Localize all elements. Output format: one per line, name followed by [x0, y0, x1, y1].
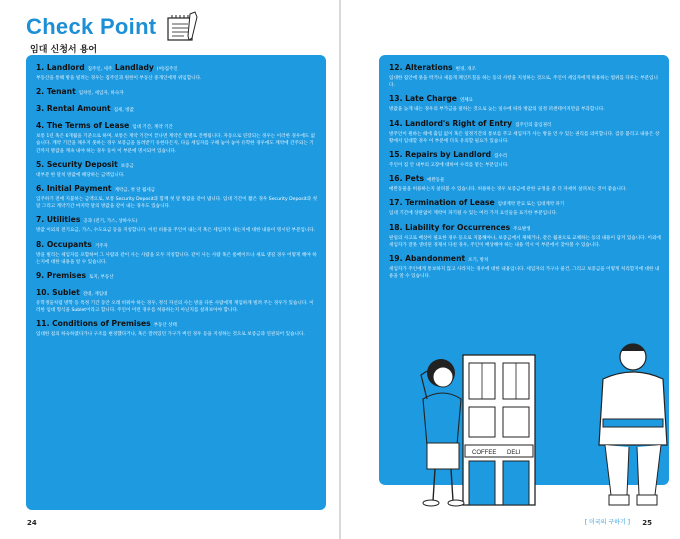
term-name-secondary: Landlady — [114, 63, 154, 72]
term-description: 방을 빌리는 세입자를 포함하여 그 사람과 같이 사는 사람을 모두 지칭합니다. 같이 사는 사람 혹은 룸메이트나 새로 생길 경우 어떻게 해야 하는지에 대한 내용을 알 수 있습니다. — [36, 252, 317, 265]
term-entry — [389, 62, 661, 89]
term-name: Landlord — [46, 63, 85, 72]
term-name: Utilities — [46, 215, 81, 225]
term-number: 12. — [389, 63, 403, 72]
term-entry — [389, 197, 661, 217]
term-heading — [36, 86, 318, 99]
term-description: 방주인이 원하는 때에 출입 없이 혹은 일정기간의 통보를 주고 세입자가 사는 방을 언 수 있는 권리를 의미합니다. 검증 불리고 내용은 상황에서 임대할 경우 이 부분에 더욱 유의할 필요가 있습니다. — [389, 131, 660, 144]
term-number: 3. — [36, 104, 45, 114]
term-number: 10. — [36, 288, 50, 298]
term-translation: 집세, 방값 — [113, 108, 134, 114]
term-number: 7. — [36, 215, 45, 225]
illustration-characters — [371, 335, 671, 515]
term-entry — [389, 118, 661, 145]
term-name: Conditions of Premises — [52, 319, 151, 329]
term-name: Sublet — [52, 288, 80, 298]
girl-character — [421, 359, 464, 506]
term-translation: 임대계약 만료 또는 임대계약 파기 — [497, 202, 565, 208]
right-page — [341, 0, 680, 539]
term-entry — [389, 173, 661, 193]
term-name: Termination of Lease — [405, 198, 495, 208]
term-translation: 보증금 — [120, 163, 134, 169]
term-heading — [389, 93, 661, 106]
term-heading — [36, 287, 318, 300]
term-number: 1. — [36, 63, 45, 72]
term-entry — [36, 214, 318, 234]
term-heading — [389, 118, 661, 131]
term-description: 임대한 집의 하숙하였다가나 구조를 변경했다거나, 혹은 깔려있던 가구가 버린 경우 등을 지칭하는 것으로 보증금과 연관되어 있습니다. — [36, 332, 305, 338]
term-translation: 거주자 — [94, 243, 108, 249]
term-name: Landlord's Right of Entry — [405, 118, 513, 128]
term-description: 보통 1년 혹은 6개월을 기준으로 하며, 보통은 계약 기간이 끝나면 계약은 달별로 진행됩니다. 자동으로 연장되는 경우는 이러한 경우에도 없습니다. 계약 기간을 채우지 못하는 경우 보증금을 돌려받기 유한다든지, 다음 세입자를 구해 놓아 놓아 유학한 경우에도 계약에 간주되는 기간까지 방값을 계속 내야 하는 경우 등이 이 부분에 명시되어 있습니다. — [36, 134, 316, 154]
term-heading — [389, 173, 661, 186]
page-title: Check Point — [26, 14, 157, 39]
term-translation: 전대, 재임대 — [82, 292, 108, 298]
term-description: 유학생들처럼 방학 등 특정 기간 동안 오래 비워야 하는 경우, 정식 자신의 사는 방을 다른 사람에게 재임하게 빌려 주는 경우가 있습니다. 이러한 임대 형식을 Sublet이라고 합니다. 주인이 이런 경우를 허용하는지 아닌지를 살펴보아야 합니다. — [36, 301, 314, 314]
terms-list-left — [36, 62, 318, 343]
term-number: 14. — [389, 118, 403, 128]
term-description: 임대한 집안에 못을 박거나 새롭게 페인트칠을 하는 등의 사항을 지칭하는 것으로, 주인이 세입자에게 허용하는 범위를 다루는 부분입니다. — [389, 76, 658, 89]
term-name: Pets — [405, 174, 424, 184]
term-entry — [36, 270, 318, 283]
term-heading — [36, 239, 318, 252]
term-name: Initial Payment — [46, 184, 112, 194]
term-entry — [36, 62, 318, 82]
term-heading — [36, 270, 318, 283]
term-name: Repairs by Landlord — [405, 150, 492, 160]
term-translation: 연체료 — [459, 98, 473, 104]
term-translation-secondary: (여)집주인 — [156, 67, 178, 72]
term-description: 판일의 사고로 배상이 필요한 경우 등으로 지불해야나, 보증금에서 제해거나, 같은 월권으로 교체하는 등의 내용이 담겨 있습니다. 이외에 세입자가 잘못 생비된 경제서 다친 경우, 주인이 배상해야 하는 내용 역시 이 부분에서 찾아볼 수 있습니다. — [389, 235, 661, 248]
term-number: 8. — [36, 239, 45, 249]
terms-list-right — [389, 62, 661, 284]
term-heading — [36, 318, 318, 331]
term-entry — [36, 159, 318, 179]
term-entry — [36, 86, 318, 99]
term-heading — [389, 149, 661, 162]
term-name: Alterations — [405, 63, 453, 72]
term-number: 6. — [36, 184, 45, 194]
term-description: 부동산을 통해 방을 빌려는 경우는 집주인과 원한이 부동산 중개인에게 위임합니다. — [36, 76, 202, 81]
term-heading — [389, 222, 661, 235]
term-name: Security Deposit — [46, 159, 118, 169]
term-number: 15. — [389, 150, 403, 160]
term-heading — [389, 253, 661, 266]
term-entry — [36, 103, 318, 116]
term-name: Liability for Occurrences — [405, 222, 511, 232]
term-number: 18. — [389, 222, 403, 232]
term-heading — [36, 103, 318, 116]
term-entry — [36, 318, 318, 338]
term-name: Rental Amount — [46, 104, 111, 114]
term-number: 13. — [389, 94, 403, 104]
term-entry — [36, 183, 318, 210]
term-heading — [36, 214, 318, 227]
page-number-right: 25 — [642, 519, 652, 527]
term-translation: 집수리 — [494, 154, 508, 160]
term-description: 방값을 늦게 내는 경우의 부가금을 말하는 것으로 늦는 일수에 따라 방값의 일정 퍼센테이지만큼 부과합니다. — [389, 107, 605, 113]
term-number: 17. — [389, 198, 403, 208]
term-translation: 공과 (전기, 가스, 상하수도) — [83, 219, 138, 225]
term-name: The Terms of Lease — [46, 121, 130, 131]
man-character — [599, 344, 667, 505]
storefront-illustration — [463, 355, 535, 505]
term-description: 방값 이외의 전기요금, 가스, 수도요금 등을 지칭합니다. 이런 비용을 주인이 내는지 혹은 세입자가 내는지에 대한 내용이 명시된 부분입니다. — [36, 228, 316, 234]
term-translation: 임차인, 세입자, 하숙자 — [78, 91, 124, 97]
term-description: 임대 기간에 상관없이 계약이 파기될 수 있는 여러 가지 요인들을 표기한 부분입니다. — [389, 211, 558, 217]
terms-panel-left — [26, 55, 326, 510]
term-translation: 임대 기간, 계약 기간 — [132, 125, 173, 131]
term-entry — [389, 149, 661, 169]
term-translation: 토지, 부동산 — [89, 275, 114, 281]
term-name: Premises — [46, 271, 86, 281]
term-number: 2. — [36, 87, 45, 97]
term-heading — [36, 120, 318, 133]
term-translation: 포기, 방치 — [468, 258, 489, 264]
term-name: Late Charge — [405, 94, 457, 104]
term-description: 입주하기 전에 지불하는 금액으로, 보통 Security Deposit과 함께 첫 달 방값을 같이 냅니다. 임대 기간이 짧은 경우 Security Deposit과 첫 달 그리고 계약기간 마지막 달의 방값을 같이 내는 경우도 있습니다. — [36, 197, 318, 210]
term-translation: 변경, 개조 — [455, 67, 476, 72]
term-number: 16. — [389, 174, 403, 184]
term-entry — [389, 222, 661, 249]
term-entry — [36, 239, 318, 266]
notepad-pencil-icon — [164, 10, 202, 44]
term-description: 세입자가 주인에게 통보하지 않고 사라지는 경우에 대한 내용입니다. 세입자의 가구나 물건, 그리고 보증금을 어떻게 처리할지에 대한 내용을 알 수 있습니다. — [389, 267, 660, 280]
term-number: 4. — [36, 121, 45, 131]
term-description: 주인이 집 안 내부의 고장에 대하여 수리를 맡는 부분입니다. — [389, 163, 509, 169]
term-entry — [389, 93, 661, 113]
term-heading — [36, 159, 318, 172]
term-heading — [36, 62, 318, 75]
left-page — [0, 0, 339, 539]
term-translation: 애완동물 — [426, 178, 445, 184]
term-number: 5. — [36, 159, 45, 169]
term-heading — [389, 197, 661, 210]
term-entry — [36, 287, 318, 314]
coffee-sign: COFFEE — [472, 450, 497, 456]
term-description: 애완동물을 허용하는지 살펴볼 수 있습니다. 허용하는 경우 보증금에 관한 규정을 좀 더 자세히 살펴보는 것이 좋습니다. — [389, 187, 627, 193]
term-translation: 계약금, 첫 달 월세금 — [114, 188, 156, 194]
term-description: 대부분 한 달치 방값에 해당하는 금액입니다. — [36, 172, 125, 178]
section-label: [ 미국의 구하기 ] — [584, 519, 630, 526]
term-entry — [36, 120, 318, 155]
term-name: Abandonment — [405, 254, 466, 264]
term-translation: 집주인, 세주 — [87, 67, 113, 72]
term-translation: 부동산 상태 — [153, 323, 177, 329]
term-name: Occupants — [46, 239, 92, 249]
term-translation: 집주인의 출입권리 — [515, 122, 552, 128]
term-heading — [389, 62, 661, 75]
term-translation: 주요발생 — [513, 226, 531, 232]
term-heading — [36, 183, 318, 196]
page-number-left: 24 — [27, 519, 37, 527]
term-number: 19. — [389, 254, 403, 264]
page-subtitle: 임대 신청서 용어 — [30, 45, 98, 55]
deli-sign: DELI — [507, 450, 521, 456]
term-entry — [389, 253, 661, 280]
term-number: 11. — [36, 319, 50, 329]
term-number: 9. — [36, 271, 45, 281]
term-name: Tenant — [46, 87, 76, 97]
